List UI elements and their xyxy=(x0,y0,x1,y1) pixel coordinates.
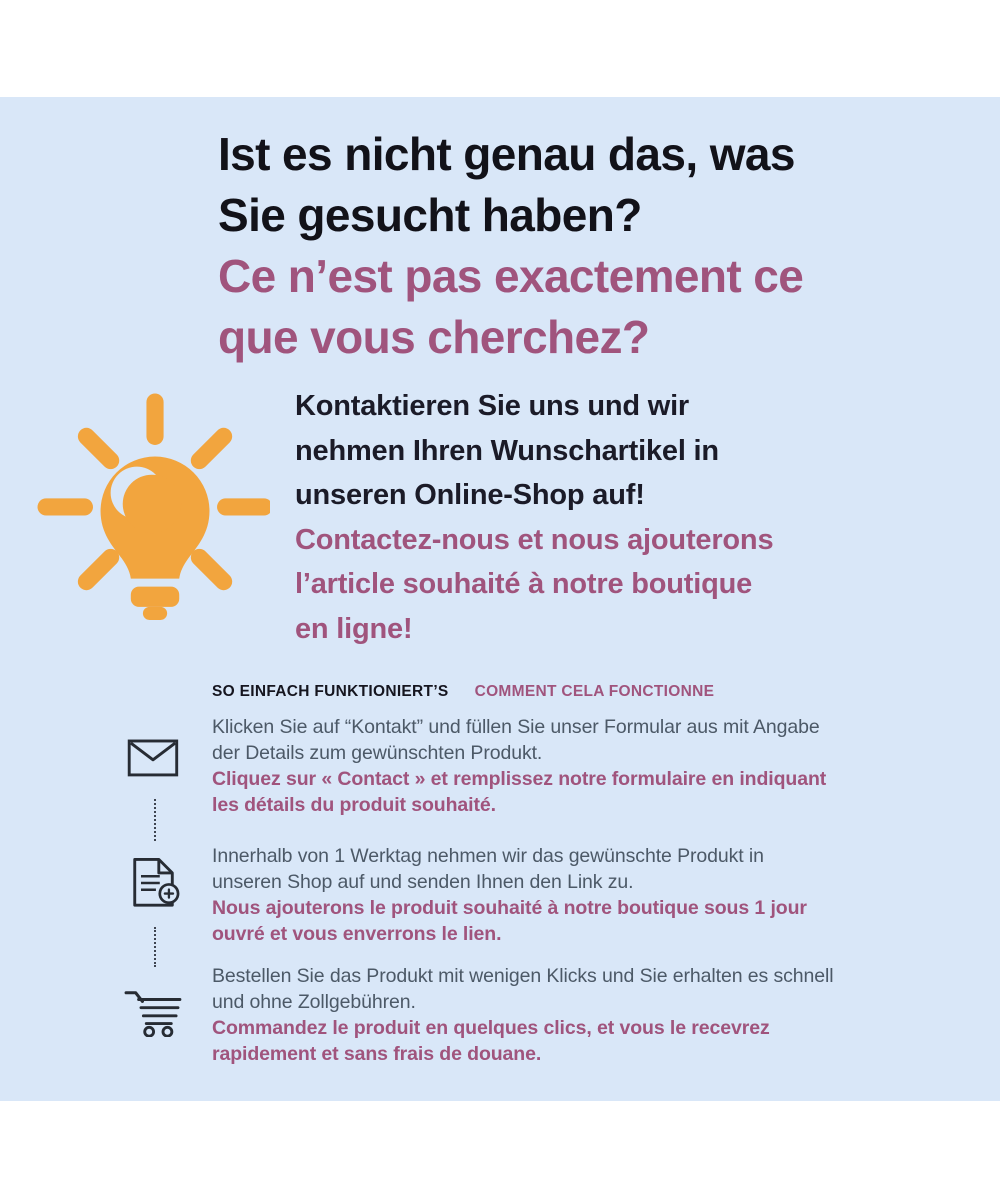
dotted-connector xyxy=(154,799,156,841)
step-3-fr-line1: Commandez le produit en quelques clics, et vous le recevrez xyxy=(212,1017,770,1039)
step-3-de-line2: und ohne Zollgebühren. xyxy=(212,991,416,1013)
intro-fr-line1: Contactez-nous et nous ajouterons xyxy=(295,523,774,556)
headline-de-line1: Ist es nicht genau das, was xyxy=(218,128,795,180)
step-2-fr-line2: ouvré et vous enverrons le lien. xyxy=(212,923,502,945)
step-2-fr-line1: Nous ajouterons le produit souhaité à notre boutique sous 1 jour xyxy=(212,897,807,919)
intro-de-line2: nehmen Ihren Wunschartikel in xyxy=(295,434,719,467)
headline-fr-line1: Ce n’est pas exactement ce xyxy=(218,250,804,302)
headline-de-line2: Sie gesucht haben? xyxy=(218,189,642,241)
step-3-de-line1: Bestellen Sie das Produkt mit wenigen Klicks und Sie erhalten es schnell xyxy=(212,965,834,987)
headline xyxy=(218,124,803,368)
intro-de-line1: Kontaktieren Sie uns und wir xyxy=(295,390,690,422)
lightbulb-icon xyxy=(36,392,270,626)
step-1-fr-line1: Cliquez sur « Contact » et remplissez notre formulaire en indiquant xyxy=(212,768,827,790)
envelope-icon xyxy=(127,739,179,777)
step-2-de-line2: unseren Shop auf und senden Ihnen den Link zu. xyxy=(212,871,634,893)
how-it-works-title xyxy=(212,683,714,701)
cart-icon xyxy=(123,987,183,1037)
document-add-icon xyxy=(127,857,181,909)
step-1-text xyxy=(212,714,826,818)
intro-de-line3: unseren Online-Shop auf! xyxy=(295,479,645,511)
step-1-de-line1: Klicken Sie auf “Kontakt” und füllen Sie unser Formular aus mit Angabe xyxy=(212,716,820,738)
step-3-fr-line2: rapidement et sans frais de douane. xyxy=(212,1043,542,1065)
intro-fr-line3: en ligne! xyxy=(295,612,413,645)
step-1-de-line2: der Details zum gewünschten Produkt. xyxy=(212,742,543,764)
step-2-de-line1: Innerhalb von 1 Werktag nehmen wir das gewünschte Produkt in xyxy=(212,845,764,867)
step-1-fr-line2: les détails du produit souhaité. xyxy=(212,794,496,816)
intro-fr-line2: l’article souhaité à notre boutique xyxy=(295,568,753,600)
step-2-text xyxy=(212,843,807,947)
how-title-de: SO EINFACH FUNKTIONIERT’S xyxy=(212,683,449,700)
step-3-text xyxy=(212,963,833,1067)
dotted-connector xyxy=(154,927,156,967)
headline-fr-line2: que vous cherchez? xyxy=(218,311,650,363)
how-title-fr: COMMENT CELA FONCTIONNE xyxy=(474,683,715,700)
intro-text xyxy=(295,384,773,651)
